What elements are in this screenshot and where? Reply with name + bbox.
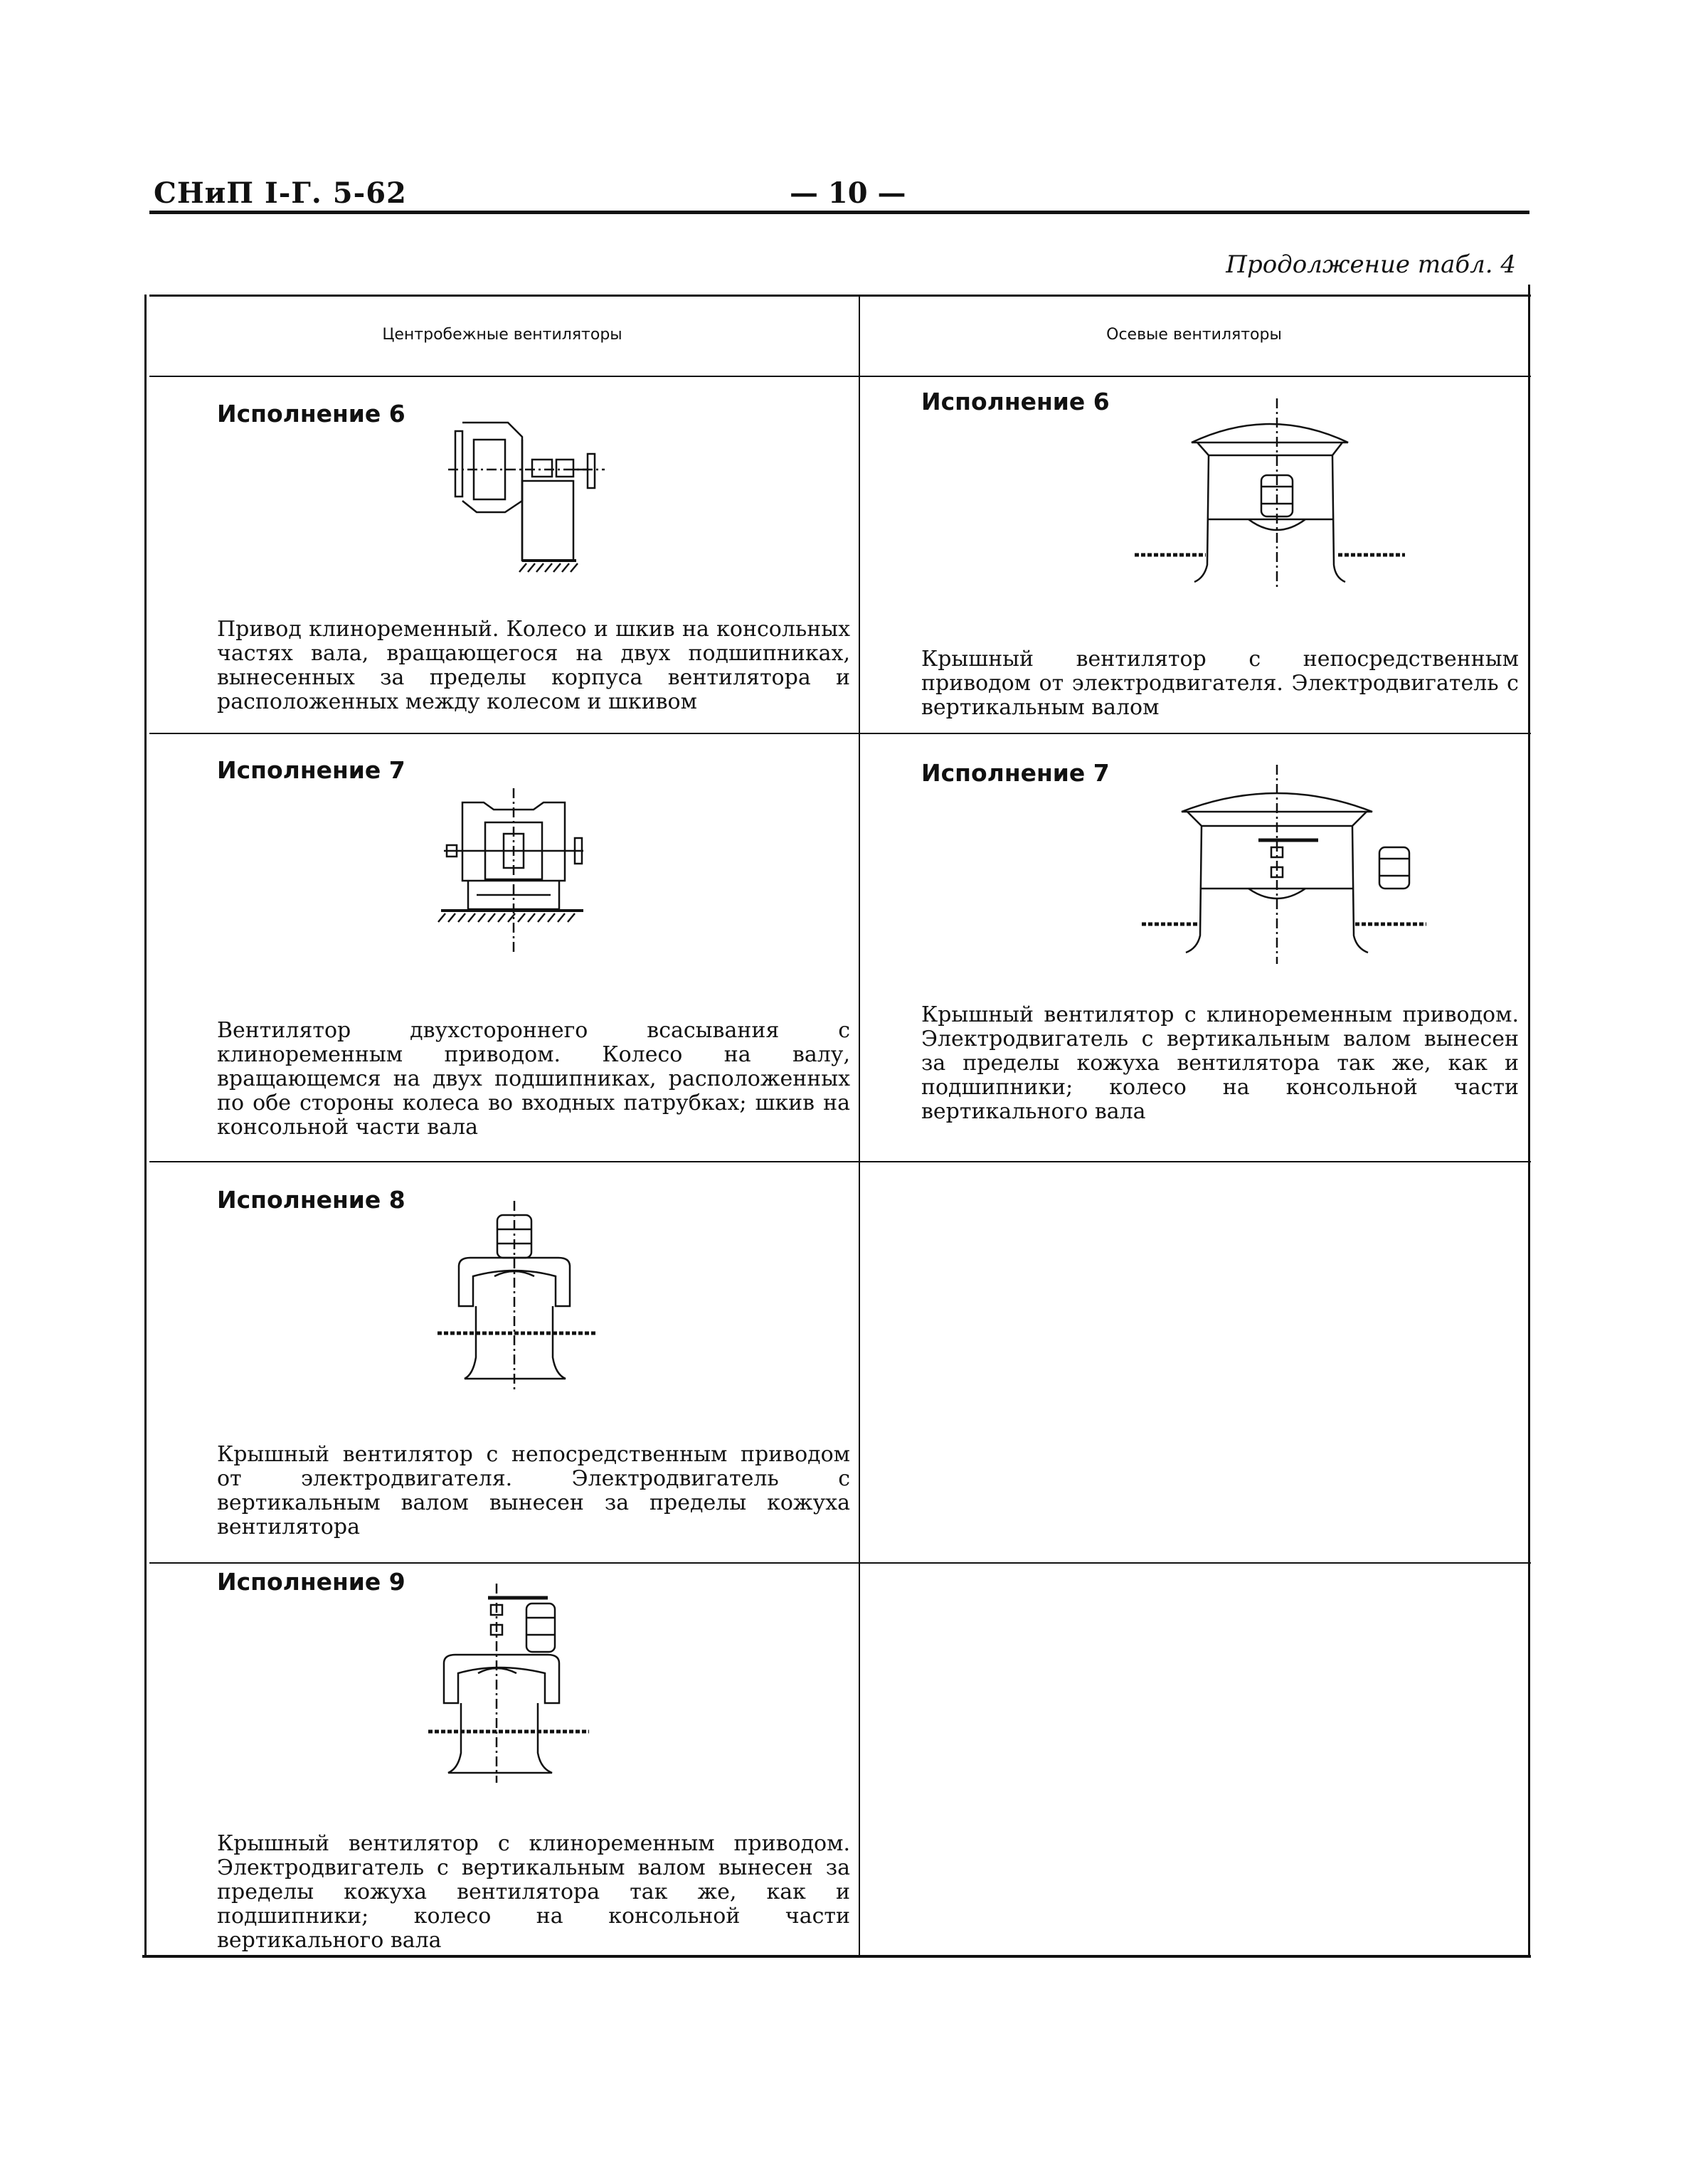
left-variant-6-title: Исполнение 6 [217,400,405,428]
centrifugal-fan-variant-6-figure [448,411,619,576]
right-variant-7-title: Исполнение 7 [921,759,1110,787]
header-rule [149,211,1529,214]
left-variant-7-description: Вентилятор двухстороннего всасывания с клиноременным приводом. Колесо на валу, вращающемся на двух подшипниках, расположенных по обе стороны колеса во входных патрубках; шкив на консольной части вала [217,1018,850,1140]
table-continuation-caption: Продолжение табл. 4 [1226,250,1516,279]
axial-roof-fan-variant-7-figure [1142,765,1426,964]
left-variant-7-title: Исполнение 7 [217,756,405,784]
axial-roof-fan-variant-6-figure [1135,398,1405,590]
table-top-border [149,295,1531,297]
left-variant-9-description: Крышный вентилятор с клиноременным приводом. Электродвигатель с вертикальным валом вынесен за пределы кожуха вентилятора так же, как и подшипники; колесо на консольной части вертикального вала [217,1831,850,1953]
page-number: — 10 — [790,176,906,210]
centrifugal-fan-variant-7-figure [434,788,605,959]
right-variant-6-description: Крышный вентилятор с непосредственным приводом от электродвигателя. Электродвигатель с вертикальным валом [921,647,1519,720]
row-divider-3 [149,1562,1531,1564]
centrifugal-roof-fan-variant-9-figure [427,1584,598,1783]
column-header-axial: Осевые вентиляторы [1106,326,1282,344]
document-code: СНиП I-Г. 5-62 [154,176,407,210]
right-variant-6-title: Исполнение 6 [921,388,1110,415]
centrifugal-roof-fan-variant-8-figure [430,1201,601,1393]
right-variant-7-description: Крышный вентилятор с клиноременным приводом. Электродвигатель с вертикальным валом вынесен за пределы кожуха вентилятора так же, как и подшипники; колесо на консольной части вертикального вала [921,1002,1519,1124]
left-variant-8-description: Крышный вентилятор с непосредственным приводом от электродвигателя. Электродвигатель с вертикальным валом вынесен за пределы кожуха вентилятора [217,1442,850,1539]
table-column-divider [859,295,860,1958]
table-bottom-border [142,1955,1531,1958]
left-variant-9-title: Исполнение 9 [217,1568,405,1596]
table-left-border [144,295,147,1958]
row-divider-2 [149,1161,1531,1162]
table-header-divider [149,376,1531,377]
left-variant-8-title: Исполнение 8 [217,1186,405,1214]
table-right-border [1528,285,1530,1958]
row-divider-1 [149,733,1531,734]
column-header-centrifugal: Центробежные вентиляторы [382,326,622,344]
left-variant-6-description: Привод клиноременный. Колесо и шкив на консольных частях вала, вращающегося на двух подшипниках, вынесенных за пределы корпуса вентилятора и расположенных между колесом и шкивом [217,617,850,714]
